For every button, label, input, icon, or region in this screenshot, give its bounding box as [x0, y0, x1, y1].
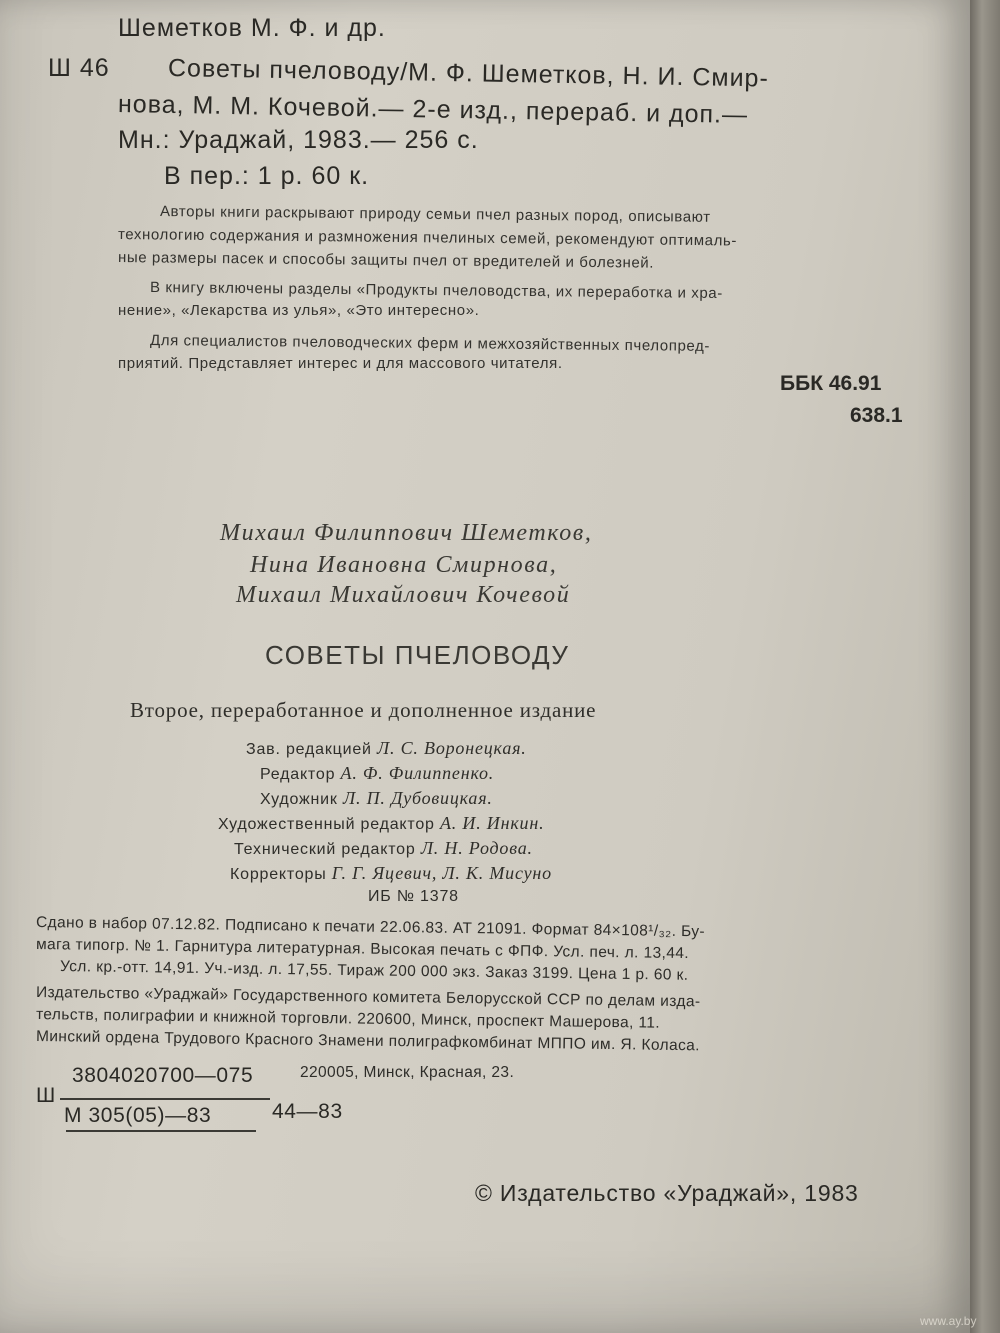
biblio-line-4: В пер.: 1 р. 60 к.	[164, 162, 370, 190]
annotation-line: технологию содержания и размножения пчелиных семей, рекомендуют оптималь-	[117, 226, 738, 250]
udc-code: 638.1	[850, 404, 903, 427]
bbk-label: ББК 46.91	[780, 372, 882, 395]
imprint-line: Сдано в набор 07.12.82. Подписано к печати 22.06.83. АТ 21091. Формат 84×108¹/₃₂. Бу-	[35, 914, 706, 941]
credit-line: Художественный редактор А. И. Инкин.	[218, 813, 545, 833]
credit-line: Художник Л. П. Дубовицкая.	[260, 788, 493, 808]
annotation-line: Для специалистов пчеловодческих ферм и межхозяйственных пчелопред-	[149, 332, 711, 355]
fraction-rule	[60, 1098, 270, 1100]
page-edge	[970, 0, 1000, 1333]
author-name: Михаил Михайлович Кочевой	[236, 582, 571, 608]
book-title: СОВЕТЫ ПЧЕЛОВОДУ	[265, 640, 570, 670]
book-subtitle: Второе, переработанное и дополненное издание	[130, 698, 597, 722]
code-numerator: 3804020700—075	[72, 1064, 254, 1087]
biblio-line-3: Мн.: Ураджай, 1983.— 256 с.	[118, 126, 479, 154]
imprint-line: тельств, полиграфии и книжной торговли. 220600, Минск, проспект Машерова, 11.	[35, 1006, 661, 1032]
credit-line: Редактор А. Ф. Филиппенко.	[260, 763, 495, 783]
ib-number: ИБ № 1378	[368, 888, 459, 905]
annotation-line: ные размеры пасек и способы защиты пчел от вредителей и болезней.	[117, 249, 655, 272]
biblio-line-2: нова, М. М. Кочевой.— 2-е изд., перераб. и доп.—	[117, 90, 749, 129]
imprint-line: Издательство «Ураджай» Государственного комитета Белорусской ССР по делам изда-	[35, 984, 701, 1011]
code-prefix: Ш	[36, 1084, 56, 1107]
code-suffix: 44—83	[272, 1100, 343, 1123]
imprint-line: мага типогр. № 1. Гарнитура литературная. Высокая печать с ФПФ. Усл. печ. л. 13,44.	[35, 936, 690, 963]
credit-line: Корректоры Г. Г. Яцевич, Л. К. Мисуно	[230, 863, 552, 883]
imprint-line: 220005, Минск, Красная, 23.	[300, 1064, 515, 1081]
annotation-line: В книгу включены разделы «Продукты пчеловодства, их переработка и хра-	[149, 279, 723, 302]
copyright-notice: © Издательство «Ураджай», 1983	[475, 1180, 859, 1206]
biblio-line-1: Советы пчеловоду/М. Ф. Шеметков, Н. И. Смир-	[167, 54, 770, 93]
underline-rule	[66, 1130, 256, 1132]
annotation-line: приятий. Представляет интерес и для массового читателя.	[118, 355, 563, 372]
biblio-author-heading: Шеметков М. Ф. и др.	[118, 14, 386, 42]
annotation-line: нение», «Лекарства из улья», «Это интересно».	[118, 302, 480, 319]
imprint-line: Минский ордена Трудового Красного Знамени полиграфкомбинат МППО им. Я. Коласа.	[35, 1028, 701, 1055]
credit-line: Технический редактор Л. Н. Родова.	[234, 838, 533, 858]
author-name: Нина Ивановна Смирнова,	[250, 552, 558, 578]
biblio-shelf-code: Ш 46	[48, 54, 110, 82]
imprint-line: Усл. кр.-отт. 14,91. Уч.-изд. л. 17,55. Тираж 200 000 экз. Заказ 3199. Цена 1 р. 60 к.	[59, 958, 689, 984]
author-name: Михаил Филиппович Шеметков,	[220, 520, 593, 546]
code-denominator: М 305(05)—83	[64, 1104, 212, 1127]
watermark: www.ay.by	[920, 1314, 977, 1328]
annotation-line: Авторы книги раскрывают природу семьи пчел разных пород, описывают	[159, 203, 711, 226]
credit-line: Зав. редакцией Л. С. Воронецкая.	[246, 738, 527, 758]
